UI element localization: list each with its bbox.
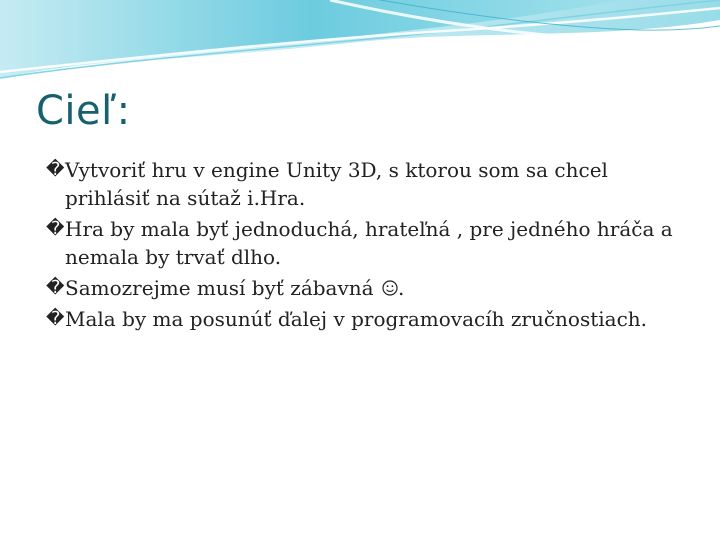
bullet-item	[46, 215, 686, 271]
bullet-marker: �	[46, 277, 65, 298]
bullet-marker: �	[46, 218, 65, 239]
smiley-icon	[382, 280, 398, 296]
bullet-item	[46, 305, 686, 333]
bullet-text: Vytvoriť hru v engine Unity 3D, s ktorou som sa chcel prihlásiť na sútaž i.Hra.	[65, 158, 608, 210]
bullet-marker: �	[46, 308, 65, 329]
bullet-list	[46, 156, 686, 336]
bullet-text-suffix: .	[397, 276, 405, 300]
slide-title: Cieľ:	[36, 88, 131, 134]
bullet-item	[46, 274, 686, 302]
bullet-item	[46, 156, 686, 212]
header-wave-decoration	[0, 0, 720, 90]
bullet-text: Mala by ma posunúť ďalej v programovacíh zručnostiach.	[65, 307, 648, 331]
bullet-text: Samozrejme musí byť zábavná	[65, 276, 374, 300]
bullet-text: Hra by mala byť jednoduchá, hrateľná , pre jedného hráča a nemala by trvať dlho.	[65, 217, 673, 269]
bullet-marker: �	[46, 159, 65, 180]
